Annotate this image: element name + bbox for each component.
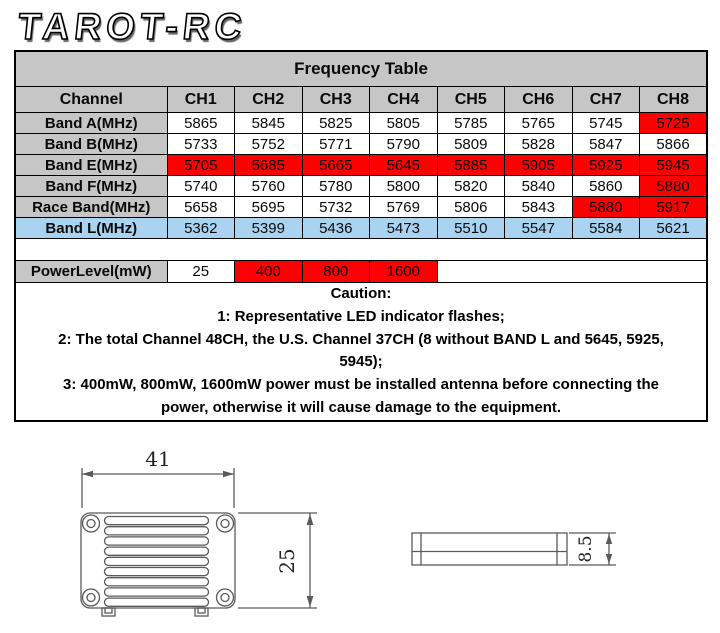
- band-row: [15, 176, 707, 197]
- frequency-cell: 5880: [640, 176, 708, 197]
- frequency-cell: 5866: [640, 134, 708, 155]
- power-level-cell: 1600: [370, 261, 438, 283]
- heatsink-fins: [105, 517, 209, 607]
- height-dimension: [238, 513, 317, 608]
- channel-header-ch2: CH2: [235, 87, 303, 113]
- band-label: Band B(MHz): [15, 134, 167, 155]
- caution-line: power, otherwise it will cause damage to the equipment.: [160, 398, 562, 416]
- band-row: [15, 155, 707, 176]
- frequency-cell: 5733: [167, 134, 235, 155]
- mounting-tabs: [102, 608, 208, 616]
- caution-line: 5945);: [339, 353, 383, 371]
- frequency-cell: 5584: [572, 218, 640, 239]
- frequency-cell: 5785: [437, 113, 505, 134]
- frequency-cell: 5880: [572, 197, 640, 218]
- frequency-cell: 5645: [370, 155, 438, 176]
- frequency-cell: 5665: [302, 155, 370, 176]
- frequency-cell: 5740: [167, 176, 235, 197]
- thickness-dimension-label: 8.5: [576, 535, 596, 563]
- band-row: [15, 134, 707, 155]
- caution-line: 3: 400mW, 800mW, 1600mW power must be installed antenna before connecting the: [63, 376, 659, 394]
- frequency-cell: 5745: [572, 113, 640, 134]
- frequency-cell: 5806: [437, 197, 505, 218]
- tarot-rc-logo: TAROT-RC: [15, 6, 249, 47]
- power-level-cell: 400: [235, 261, 303, 283]
- frequency-cell: 5473: [370, 218, 438, 239]
- frequency-cell: 5805: [370, 113, 438, 134]
- caution-row: [15, 283, 707, 421]
- frequency-cell: 5760: [235, 176, 303, 197]
- frequency-cell: 5658: [167, 197, 235, 218]
- frequency-cell: 5705: [167, 155, 235, 176]
- frequency-cell: 5436: [302, 218, 370, 239]
- band-label: Band L(MHz): [15, 218, 167, 239]
- frequency-cell: 5765: [505, 113, 573, 134]
- frequency-cell: 5725: [640, 113, 708, 134]
- band-label: Band E(MHz): [15, 155, 167, 176]
- frequency-cell: 5752: [235, 134, 303, 155]
- spacer-row: [15, 239, 707, 261]
- channel-column-header: Channel: [15, 87, 167, 113]
- frequency-cell: 5769: [370, 197, 438, 218]
- frequency-cell: 5399: [235, 218, 303, 239]
- frequency-cell: 5860: [572, 176, 640, 197]
- band-label: Race Band(MHz): [15, 197, 167, 218]
- module-top-view-drawing: [81, 447, 317, 616]
- frequency-cell: 5825: [302, 113, 370, 134]
- thickness-dimension: [569, 533, 616, 565]
- width-dimension: [82, 447, 234, 508]
- power-level-cell: 800: [302, 261, 370, 283]
- channel-header-ch6: CH6: [505, 87, 573, 113]
- frequency-cell: 5945: [640, 155, 708, 176]
- frequency-cell: 5685: [235, 155, 303, 176]
- frequency-cell: 5820: [437, 176, 505, 197]
- caution-line: 2: The total Channel 48CH, the U.S. Channel 37CH (8 without BAND L and 5645, 5925,: [58, 330, 664, 348]
- frequency-cell: 5547: [505, 218, 573, 239]
- channel-header-ch3: CH3: [302, 87, 370, 113]
- frequency-cell: 5780: [302, 176, 370, 197]
- frequency-cell: 5840: [505, 176, 573, 197]
- frequency-cell: 5828: [505, 134, 573, 155]
- frequency-cell: 5925: [572, 155, 640, 176]
- band-row: [15, 113, 707, 134]
- band-label: Band A(MHz): [15, 113, 167, 134]
- module-side-view-drawing: [412, 533, 616, 565]
- frequency-cell: 5865: [167, 113, 235, 134]
- width-dimension-label: 41: [145, 447, 171, 471]
- channel-header-ch4: CH4: [370, 87, 438, 113]
- spacer-cell: [15, 239, 707, 261]
- band-row: [15, 197, 707, 218]
- band-row: [15, 218, 707, 239]
- frequency-cell: 5510: [437, 218, 505, 239]
- frequency-cell: 5847: [572, 134, 640, 155]
- frequency-cell: 5905: [505, 155, 573, 176]
- channel-header-ch5: CH5: [437, 87, 505, 113]
- frequency-cell: 5843: [505, 197, 573, 218]
- table-title-row: [15, 51, 707, 87]
- caution-line: Caution:: [330, 285, 392, 302]
- height-dimension-label: 25: [275, 548, 299, 574]
- frequency-cell: 5695: [235, 197, 303, 218]
- frequency-cell: 5771: [302, 134, 370, 155]
- frequency-cell: 5845: [235, 113, 303, 134]
- channel-header-ch7: CH7: [572, 87, 640, 113]
- table-title: Frequency Table: [15, 51, 707, 87]
- frequency-cell: 5800: [370, 176, 438, 197]
- channel-header-ch8: CH8: [640, 87, 708, 113]
- dimension-drawings: [0, 445, 720, 633]
- frequency-cell: 5885: [437, 155, 505, 176]
- table-header-row: [15, 87, 707, 113]
- frequency-cell: 5362: [167, 218, 235, 239]
- power-level-empty-cell: [437, 261, 707, 283]
- caution-text-block: [15, 283, 707, 421]
- frequency-cell: 5732: [302, 197, 370, 218]
- frequency-table: [14, 50, 708, 422]
- frequency-cell: 5621: [640, 218, 708, 239]
- channel-header-ch1: CH1: [167, 87, 235, 113]
- caution-line: 1: Representative LED indicator flashes;: [217, 307, 505, 325]
- power-level-row: [15, 261, 707, 283]
- frequency-cell: 5790: [370, 134, 438, 155]
- frequency-cell: 5809: [437, 134, 505, 155]
- power-level-cell: 25: [167, 261, 235, 283]
- power-level-label: PowerLevel(mW): [15, 261, 167, 283]
- module-side-body: [412, 533, 567, 565]
- frequency-cell: 5917: [640, 197, 708, 218]
- band-label: Band F(MHz): [15, 176, 167, 197]
